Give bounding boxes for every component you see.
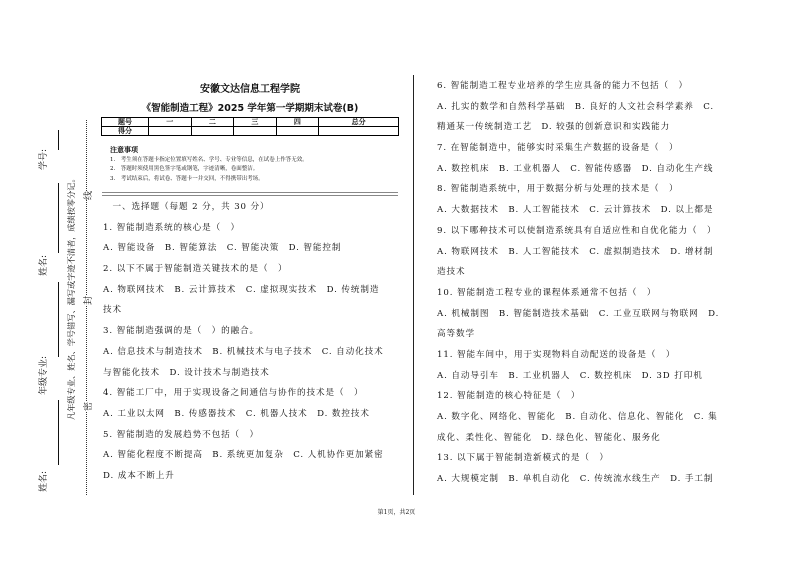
header-separator xyxy=(102,192,398,196)
name-label: 姓名: xyxy=(39,254,49,276)
answer-options: A. 大数据技术 B. 人工智能技术 C. 云计算技术 D. 以上都是 xyxy=(437,205,714,216)
answer-options: A. 机械制图 B. 智能制造技术基础 C. 工业互联网与物联网 D. xyxy=(437,308,720,319)
binding-warning: 凡年级专业、姓名、学号错写、漏写或字迹不清者，成绩按零分记。 xyxy=(66,174,76,420)
question-text: 13. 以下属于智能制造新模式的是（ ） xyxy=(437,453,609,464)
answer-options: A. 工业以太网 B. 传感器技术 C. 机器人技术 D. 数控技术 xyxy=(103,408,370,419)
notes-heading: 注意事项 xyxy=(110,146,138,154)
name-line xyxy=(58,183,59,253)
question-text: 10. 智能制造工程专业的课程体系通常不包括（ ） xyxy=(437,287,657,298)
answer-options: A. 智能设备 B. 智能算法 C. 智能决策 D. 智能控制 xyxy=(103,243,342,254)
school-name: 安徽文达信息工程学院 xyxy=(200,84,300,95)
seal-feng: 封 xyxy=(81,296,94,305)
answer-options: A. 信息技术与制造技术 B. 机械技术与电子技术 C. 自动化技术 xyxy=(103,346,384,357)
answer-options: A. 扎实的数学和自然科学基础 B. 良好的人文社会科学素养 C. xyxy=(437,101,714,112)
question-text: 11. 智能车间中，用于实现物料自动配送的设备是（ ） xyxy=(437,349,676,360)
major-label: 年级专业: xyxy=(39,355,49,395)
text-line: 精通某一传统制造工艺 D. 较强的创新意识和实践能力 xyxy=(437,122,671,133)
name2-line xyxy=(58,400,59,465)
answer-options: A. 自动导引车 B. 工业机器人 C. 数控机床 D. 3D 打印机 xyxy=(437,370,703,381)
score-cell xyxy=(319,127,399,136)
question-text: 4. 智能工厂中，用于实现设备之间通信与协作的技术是（ ） xyxy=(103,388,364,399)
cell-score-label: 得分 xyxy=(102,127,149,136)
question-text: 2. 以下不属于智能制造关键技术的是（ ） xyxy=(103,264,288,275)
name2-label: 姓名: xyxy=(39,470,49,492)
exam-notes xyxy=(110,146,308,184)
text-line: 技术 xyxy=(103,305,122,316)
answer-options: A. 智能化程度不断提高 B. 系统更加复杂 C. 人机协作更加紧密 xyxy=(103,450,384,461)
answer-options: D. 成本不断上升 xyxy=(103,470,175,481)
score-cell xyxy=(191,127,234,136)
left-column-questions xyxy=(103,197,384,487)
score-table-header-row xyxy=(102,118,399,127)
text-line: 高等数学 xyxy=(437,329,475,340)
question-text: 6. 智能制造工程专业培养的学生应具备的能力不包括（ ） xyxy=(437,81,688,91)
note-item: 2. 答题时须使用黑色签字笔或钢笔，字迹清晰，卷面整洁。 xyxy=(110,166,259,172)
answer-options: A. 大规模定制 B. 单机自动化 C. 传统流水线生产 D. 手工制 xyxy=(437,474,714,485)
score-table xyxy=(101,117,399,136)
score-cell xyxy=(276,127,319,136)
column-divider xyxy=(413,75,414,495)
question-text: 8. 智能制造系统中，用于数据分析与处理的技术是（ ） xyxy=(437,184,679,195)
question-text: 12. 智能制造的核心特征是（ ） xyxy=(437,391,581,402)
text-line: 一、选择题（每题 2 分，共 30 分） xyxy=(103,202,270,212)
cell-q3: 三 xyxy=(234,118,277,127)
cell-q4: 四 xyxy=(276,118,319,127)
score-cell xyxy=(234,127,277,136)
score-cell xyxy=(149,127,192,136)
cell-q2: 二 xyxy=(191,118,234,127)
text-line: 造技术 xyxy=(437,267,466,278)
text-line: 成化、柔性化、智能化 D. 绿色化、智能化、服务化 xyxy=(437,432,661,443)
question-text: 1. 智能制造系统的核心是（ ） xyxy=(103,222,241,233)
text-line: 与智能化技术 D. 设计技术与制造技术 xyxy=(103,367,270,378)
note-item: 3. 考试结束后，将试卷、答题卡一并交回，不得携带出考场。 xyxy=(110,175,264,182)
question-text: 3. 智能制造强调的是（ ）的融合。 xyxy=(103,326,260,337)
seal-xian: 线 xyxy=(81,191,94,200)
student-id-label: 学号: xyxy=(39,148,49,170)
question-text: 9. 以下哪种技术可以使制造系统具有自适应性和自优化能力（ ） xyxy=(437,225,717,236)
answer-options: A. 物联网技术 B. 云计算技术 C. 虚拟现实技术 D. 传统制造 xyxy=(103,284,380,295)
cell-label: 题号 xyxy=(102,118,149,127)
exam-title: 《智能制造工程》2025 学年第一学期期末试卷(B) xyxy=(141,103,359,114)
cell-q1: 一 xyxy=(149,118,192,127)
seal-dotted-line xyxy=(86,120,87,495)
question-text: 7. 在智能制造中，能够实时采集生产数据的设备是（ ） xyxy=(437,143,679,154)
score-table-score-row xyxy=(102,127,399,136)
answer-options: A. 物联网技术 B. 人工智能技术 C. 虚拟制造技术 D. 增材制 xyxy=(437,246,714,257)
student-id-line xyxy=(58,130,59,150)
page-number: 第1页，共2页 xyxy=(377,509,416,516)
note-item: 1. 考生须在答题卡指定位置填写姓名、学号、专业等信息，在试卷上作答无效。 xyxy=(110,156,308,163)
answer-options: A. 数控机床 B. 工业机器人 C. 智能传感器 D. 自动化生产线 xyxy=(437,163,714,174)
question-text: 5. 智能制造的发展趋势不包括（ ） xyxy=(103,429,260,440)
major-line xyxy=(58,282,59,357)
cell-total: 总分 xyxy=(319,118,399,127)
answer-options: A. 数字化、网络化、智能化 B. 自动化、信息化、智能化 C. 集 xyxy=(437,412,718,422)
right-column-questions xyxy=(437,76,719,490)
seal-mi: 密 xyxy=(81,402,94,411)
